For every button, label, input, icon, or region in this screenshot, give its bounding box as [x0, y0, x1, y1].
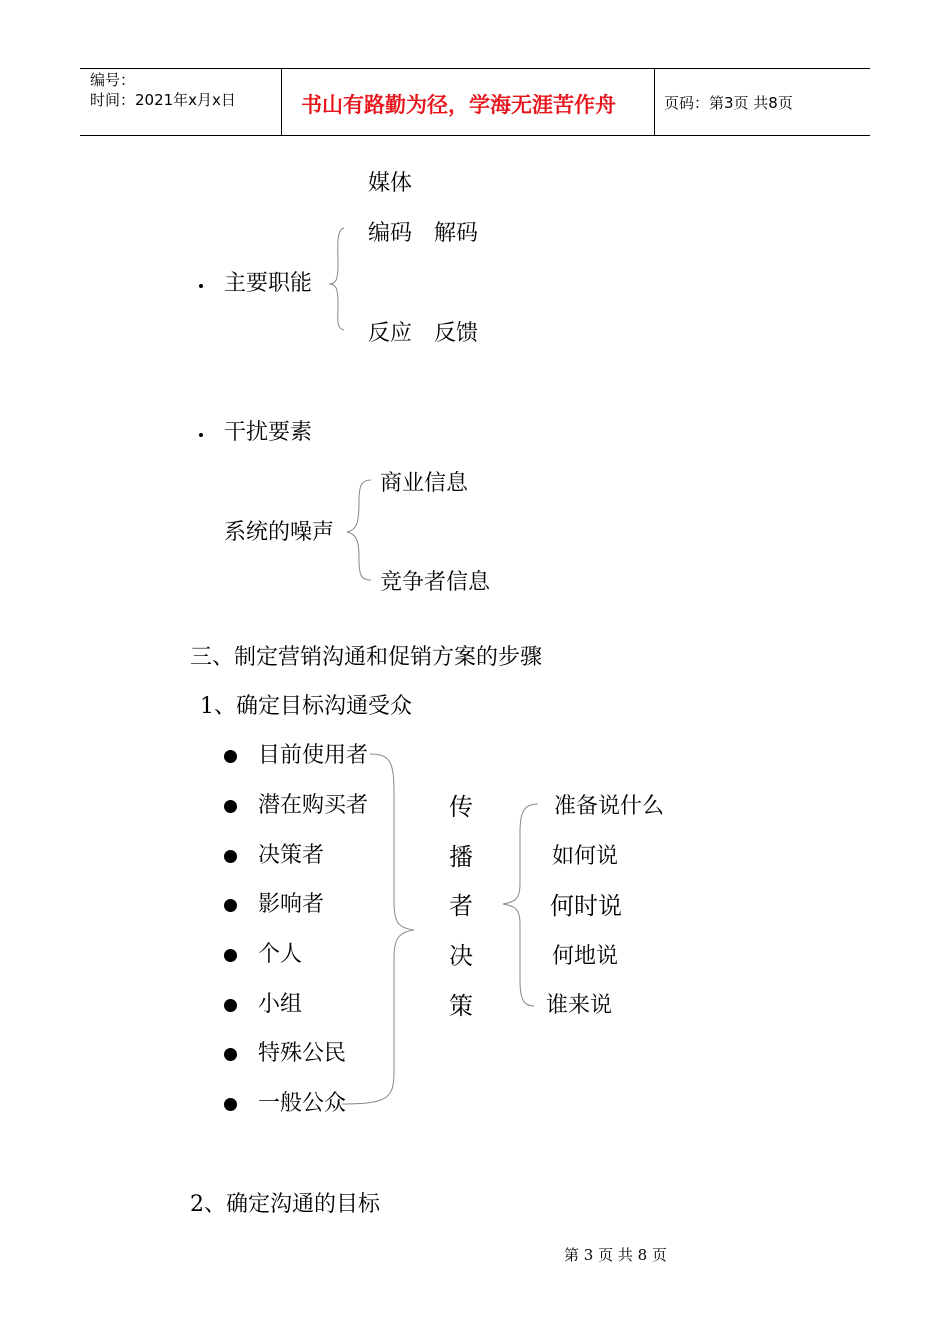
bullet-icon	[199, 284, 203, 288]
noise-label: 系统的噪声	[224, 520, 335, 545]
document-time-label: 时间：2021年x月x日	[90, 91, 236, 109]
audience-item: 特殊公民	[258, 1041, 347, 1066]
interference-item-competitor: 竞争者信息	[380, 570, 491, 595]
header-page-info: 页码：第3页 共8页	[664, 94, 793, 112]
functions-bullet-label: 主要职能	[224, 271, 313, 296]
questions-brace	[500, 802, 540, 1008]
bullet-icon	[224, 949, 237, 962]
bullet-icon	[224, 1098, 237, 1111]
audience-item: 一般公众	[258, 1091, 347, 1116]
audience-item: 决策者	[258, 843, 325, 868]
audience-item: 小组	[258, 992, 303, 1017]
section-heading-3: 三、制定营销沟通和促销方案的步骤	[190, 645, 543, 670]
interference-item-commercial: 商业信息	[380, 471, 469, 496]
audience-item: 影响者	[258, 892, 325, 917]
audience-item: 目前使用者	[258, 743, 369, 768]
communicator-char: 策	[449, 992, 473, 1020]
communicator-char: 决	[449, 942, 473, 970]
question-item: 何时说	[550, 892, 622, 920]
page-footer: 第 3 页 共 8 页	[564, 1246, 667, 1264]
header-divider-right	[654, 68, 655, 135]
bullet-icon	[224, 999, 237, 1012]
step-1-title: 1、确定目标沟通受众	[200, 694, 412, 719]
bullet-icon	[224, 800, 237, 813]
document-number-label: 编号：	[90, 71, 136, 89]
audience-item: 潜在购买者	[258, 793, 369, 818]
question-item: 何地说	[552, 944, 619, 969]
interference-bullet-label: 干扰要素	[224, 420, 313, 445]
bullet-icon	[199, 433, 203, 437]
bullet-icon	[224, 899, 237, 912]
step-2-title: 2、确定沟通的目标	[190, 1192, 380, 1217]
function-item-response-feedback: 反应 反馈	[368, 321, 479, 346]
audience-item: 个人	[258, 942, 303, 967]
function-item-encode-decode: 编码 解码	[368, 221, 479, 246]
question-item: 准备说什么	[554, 794, 665, 819]
functions-brace	[326, 226, 350, 332]
communicator-char: 者	[449, 892, 473, 920]
audience-brace	[340, 752, 420, 1106]
communicator-char: 播	[449, 843, 473, 871]
question-item: 如何说	[552, 844, 619, 869]
header-motto: 书山有路勤为径，学海无涯苦作舟	[301, 93, 616, 117]
bullet-icon	[224, 750, 237, 763]
function-item-media: 媒体	[368, 171, 413, 196]
bullet-icon	[224, 850, 237, 863]
header-bottom-rule	[80, 135, 870, 136]
bullet-icon	[224, 1048, 237, 1061]
question-item: 谁来说	[546, 993, 613, 1018]
communicator-char: 传	[449, 793, 473, 821]
header-divider-left	[281, 68, 282, 135]
noise-brace	[343, 478, 373, 582]
header-top-rule	[80, 68, 870, 69]
